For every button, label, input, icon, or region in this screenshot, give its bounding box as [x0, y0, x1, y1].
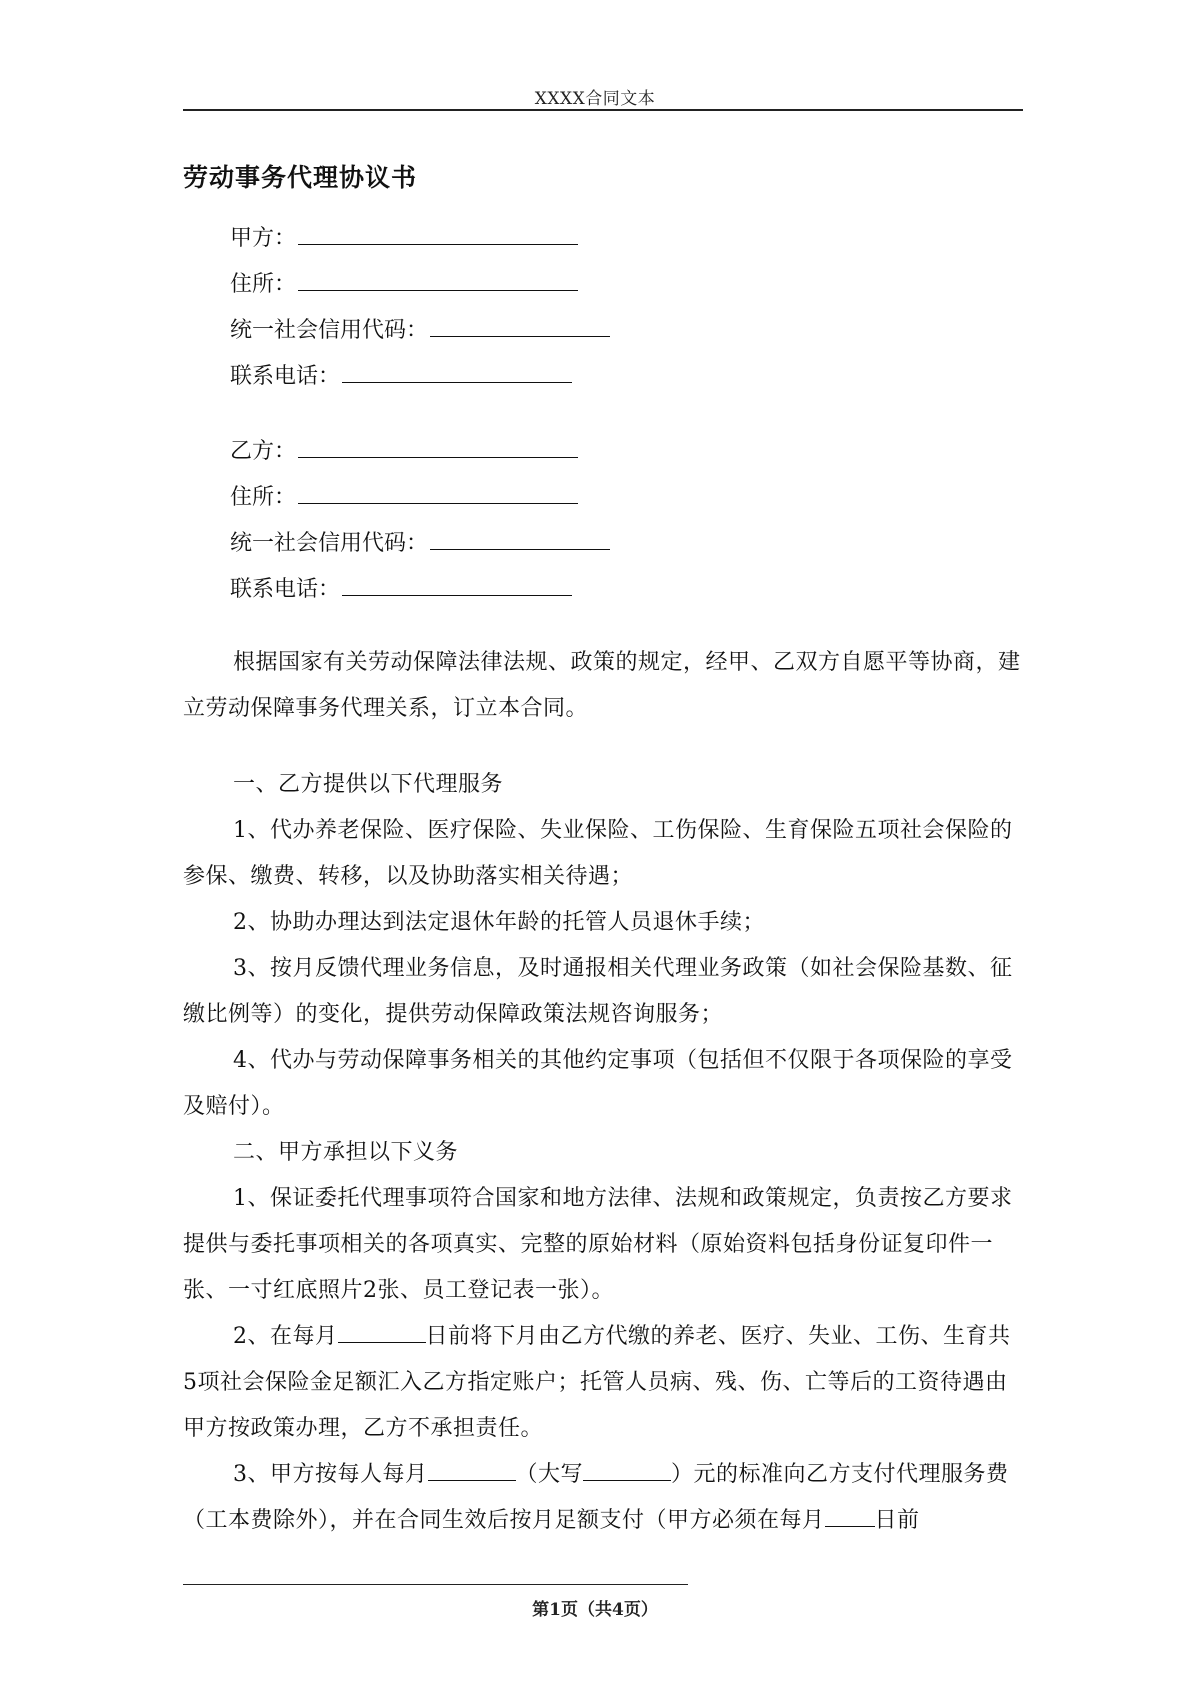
section-1	[183, 762, 1023, 1544]
party-b-name-blank[interactable]	[298, 435, 578, 458]
section-2-item-3-middle: ）元的标准向乙方支付代理服务费（工本费除外），并在合同生效后按月足额支付（甲方必须在每月	[183, 1462, 1009, 1533]
preamble-paragraph: 根据国家有关劳动保障法律法规、政策的规定，经甲、乙双方自愿平等协商，建立劳动保障事务代理关系，订立本合同。	[183, 650, 1021, 721]
party-a-phone-label: 联系电话：	[230, 364, 341, 389]
section-2-item-3-uppercase-label: （大写	[515, 1462, 584, 1487]
section-2-item-2-rest: 日前将下月由乙方代缴的养老、医疗、失业、工伤、生育共5项社会保险金足额汇入乙方指定账户；托管人员病、残、伤、亡等后的工资待遇由甲方按政策办理，乙方不承担责任。	[183, 1324, 1011, 1441]
section-1-item-2: 2、协助办理达到法定退休年龄的托管人员退休手续；	[233, 910, 765, 935]
party-a-name-field	[230, 222, 578, 252]
party-b-name-field	[230, 435, 578, 465]
section-2-item-1: 1、保证委托代理事项符合国家和地方法律、法规和政策规定，负责按乙方要求提供与委托事项相关的各项真实、完整的原始材料（原始资料包括身份证复印件一张、一寸红底照片2张、员工登记表一张）。	[183, 1186, 1013, 1303]
section-1-item-1: 1、代办养老保险、医疗保险、失业保险、工伤保险、生育保险五项社会保险的参保、缴费、转移，以及协助落实相关待遇；	[183, 818, 1013, 889]
party-a-phone-field	[230, 360, 572, 390]
party-b-phone-blank[interactable]	[342, 573, 572, 596]
section-1-item-4: 4、代办与劳动保障事务相关的其他约定事项（包括但不仅限于各项保险的享受及赔付）。	[183, 1048, 1013, 1119]
section-2-item-3	[183, 1452, 1023, 1544]
party-a-address-label: 住所：	[230, 272, 297, 297]
party-a-credit-code-blank[interactable]	[430, 314, 610, 337]
party-b-phone-label: 联系电话：	[230, 577, 341, 602]
section-1-item-3: 3、按月反馈代理业务信息，及时通报相关代理业务政策（如社会保险基数、征缴比例等）的变化，提供劳动保障政策法规咨询服务；	[183, 956, 1013, 1027]
party-b-address-field	[230, 481, 578, 511]
fee-day-blank[interactable]	[825, 1506, 875, 1527]
section-2-item-2-start: 2、在每月	[233, 1324, 338, 1349]
page-header-title: XXXX合同文本	[534, 89, 656, 109]
party-b-address-label: 住所：	[230, 485, 297, 510]
party-a-credit-code-label: 统一社会信用代码：	[230, 318, 429, 343]
section-1-heading: 一、乙方提供以下代理服务	[233, 772, 504, 797]
party-b-credit-code-blank[interactable]	[430, 527, 610, 550]
party-b-credit-code-field	[230, 527, 610, 557]
party-a-credit-code-field	[230, 314, 610, 344]
payment-day-blank[interactable]	[338, 1322, 426, 1343]
party-a-phone-blank[interactable]	[342, 360, 572, 383]
party-a-address-field	[230, 268, 578, 298]
party-a-address-blank[interactable]	[298, 268, 578, 291]
preamble-block	[183, 640, 1023, 732]
party-b-name-label: 乙方：	[230, 439, 297, 464]
document-title: 劳动事务代理协议书	[183, 163, 418, 192]
party-a-name-label: 甲方：	[230, 226, 297, 251]
page-number: 第1页（共4页）	[532, 1600, 658, 1620]
section-2-item-2	[183, 1314, 1023, 1452]
header-divider	[183, 109, 1023, 111]
footer-divider	[183, 1584, 688, 1585]
party-b-credit-code-label: 统一社会信用代码：	[230, 531, 429, 556]
service-fee-blank[interactable]	[428, 1460, 516, 1481]
party-a-name-blank[interactable]	[298, 222, 578, 245]
party-b-phone-field	[230, 573, 572, 603]
section-2-item-3-start: 3、甲方按每人每月	[233, 1462, 428, 1487]
service-fee-uppercase-blank[interactable]	[583, 1460, 671, 1481]
section-2-heading: 二、甲方承担以下义务	[233, 1140, 459, 1165]
section-2-item-3-end: 日前	[874, 1508, 920, 1533]
party-b-address-blank[interactable]	[298, 481, 578, 504]
